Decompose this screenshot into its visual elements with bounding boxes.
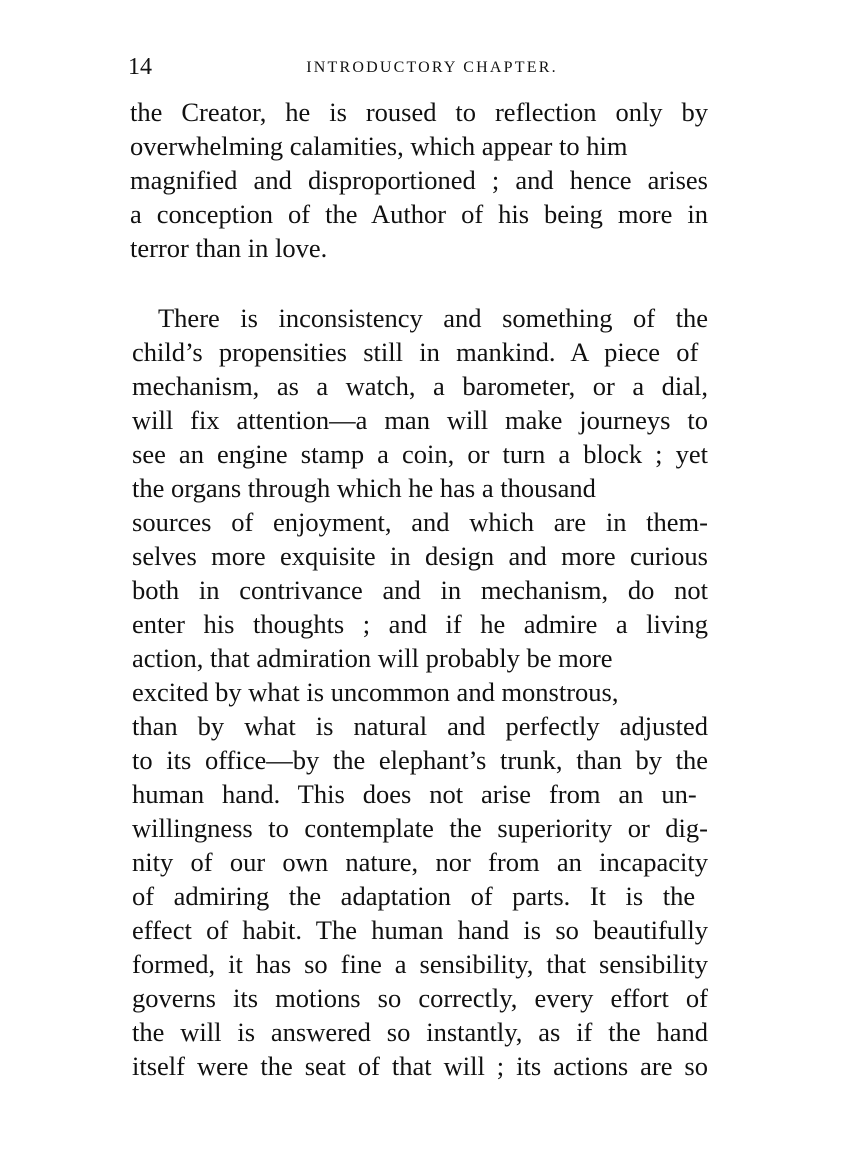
text-line: human hand. This does not arise from an un-	[132, 779, 697, 809]
text-line: governs its motions so correctly, every effort of	[132, 983, 708, 1013]
text-line: terror than in love.	[130, 233, 328, 263]
text-line: formed, it has so fine a sensibility, that sensibility	[132, 949, 708, 979]
text-line: magnified and disproportioned ; and hence arises	[130, 165, 708, 195]
text-line: selves more exquisite in design and more curious	[132, 541, 708, 571]
text-line: the will is answered so instantly, as if the hand	[132, 1017, 708, 1047]
text-line: effect of habit. The human hand is so beautifully	[132, 915, 708, 945]
text-line: willingness to contemplate the superiority or dig-	[132, 813, 708, 843]
text-line: the organs through which he has a thousand	[132, 473, 596, 503]
text-line: will fix attention—a man will make journeys to	[132, 405, 708, 435]
text-line: the Creator, he is roused to reflection only by	[130, 97, 708, 127]
chapter-title: INTRODUCTORY CHAPTER.	[306, 59, 558, 76]
running-head	[128, 54, 714, 80]
text-line: a conception of the Author of his being more in	[130, 199, 708, 229]
text-line: mechanism, as a watch, a barometer, or a dial,	[132, 371, 708, 401]
text-line: than by what is natural and perfectly adjusted	[132, 711, 708, 741]
text-line: overwhelming calamities, which appear to him	[130, 131, 628, 161]
text-line: excited by what is uncommon and monstrous,	[132, 677, 619, 707]
text-line: see an engine stamp a coin, or turn a block ; yet	[132, 439, 708, 469]
text-line: child’s propensities still in mankind. A piece of	[132, 337, 699, 367]
text-line: action, that admiration will probably be more	[132, 643, 613, 673]
text-line: sources of enjoyment, and which are in them-	[132, 507, 708, 537]
text-line: There is inconsistency and something of the	[158, 303, 708, 333]
text-line: both in contrivance and in mechanism, do not	[132, 575, 708, 605]
text-line: enter his thoughts ; and if he admire a living	[132, 609, 708, 639]
page-number: 14	[128, 54, 152, 80]
text-line: nity of our own nature, nor from an incapacity	[132, 847, 708, 877]
text-line: itself were the seat of that will ; its actions are so	[132, 1051, 708, 1081]
text-line: of admiring the adaptation of parts. It is the	[132, 881, 696, 911]
text-line: to its office—by the elephant’s trunk, than by the	[132, 745, 708, 775]
